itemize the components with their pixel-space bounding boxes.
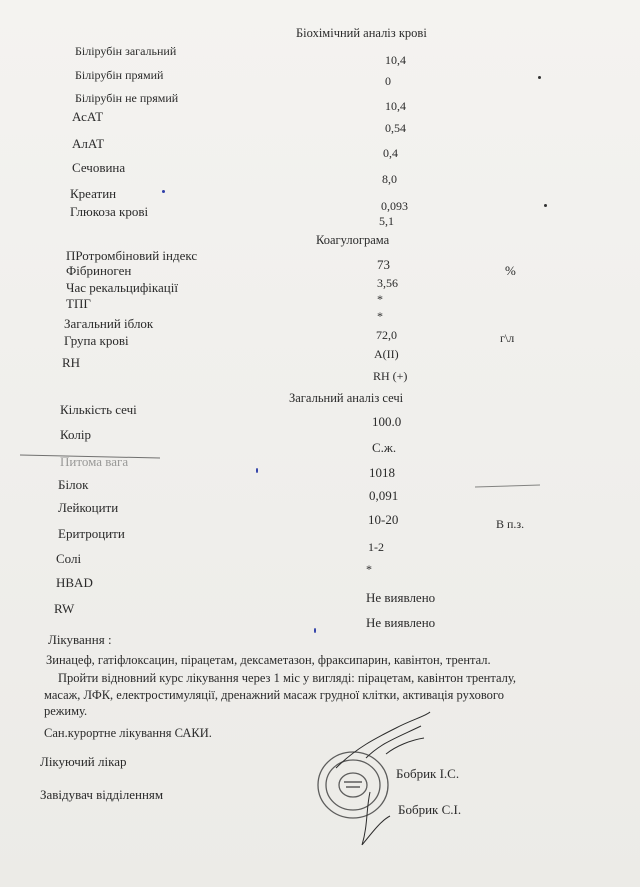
coag-row-value: RH (+)	[373, 369, 408, 383]
treatment-course-line1: Пройти відновний курс лікування через 1 міс у вигляді: пірацетам, кавінтон тренталу,	[58, 671, 517, 685]
coag-row-name: RH	[62, 355, 81, 370]
urine-row-value: 10-20	[368, 512, 399, 527]
coag-row-name: Група крові	[64, 333, 129, 348]
coag-row-value: 73	[377, 257, 390, 272]
doctor-label: Лікуючий лікар	[40, 754, 127, 769]
pen-dot	[314, 628, 316, 633]
coag-row-name: Фібриноген	[66, 263, 132, 278]
urine-row-name: Колір	[60, 427, 91, 442]
head-label: Завідувач відділенням	[40, 787, 164, 802]
biochem-row-value: 10,4	[385, 99, 406, 113]
pen-dot	[544, 204, 547, 207]
treatment-course-line3: режиму.	[44, 704, 88, 718]
pen-dot	[538, 76, 541, 79]
coag-row-unit: г\л	[500, 331, 515, 345]
biochem-row-name: АсАТ	[72, 109, 104, 124]
urine-row-value: Не виявлено	[366, 615, 436, 630]
urine-row-value: *	[366, 562, 372, 576]
urine-title: Загальний аналіз сечі	[289, 391, 404, 405]
urine-row-name: Білок	[58, 477, 89, 492]
handwritten-signature	[340, 790, 400, 850]
biochem-row-name: Глюкоза крові	[70, 204, 149, 219]
treatment-sanatorium: Сан.курортне лікування САКИ.	[44, 726, 212, 740]
doctor-name: Бобрик І.С.	[396, 766, 460, 781]
coag-row-value: 3,56	[377, 276, 398, 290]
urine-row-value: С.ж.	[372, 440, 397, 455]
urine-row-unit: В п.з.	[496, 517, 525, 531]
biochem-row-name: Креатин	[70, 186, 117, 201]
treatment-label: Лікування :	[48, 632, 112, 647]
biochem-row-value: 0,093	[381, 199, 408, 213]
pen-dot	[162, 190, 165, 193]
coag-row-value: *	[377, 292, 383, 306]
urine-row-name: Кількість сечі	[60, 402, 137, 417]
biochem-title: Біохімічний аналіз крові	[296, 26, 427, 40]
urine-row-value: 1-2	[368, 540, 384, 554]
handwritten-signature	[326, 708, 436, 778]
biochem-row-value: 5,1	[379, 214, 394, 228]
treatment-course-line2: масаж, ЛФК, електростимуляції, дренажний масаж грудної клітки, активація рухового	[44, 688, 504, 702]
stray-pen-line	[20, 445, 640, 495]
biochem-row-value: 8,0	[382, 172, 397, 186]
urine-row-value: 0,091	[369, 488, 399, 503]
biochem-row-value: 0	[385, 74, 391, 88]
urine-row-name: Еритроцити	[58, 526, 125, 541]
coag-title: Коагулограма	[316, 233, 390, 247]
coag-row-value: 72,0	[376, 328, 397, 342]
coag-row-name: Загальний іблок	[64, 316, 154, 331]
urine-row-value: 1018	[369, 465, 395, 480]
pen-dot	[256, 468, 258, 473]
biochem-row-name: Білірубін загальний	[75, 44, 177, 58]
biochem-row-name: АлАТ	[72, 136, 105, 151]
biochem-row-name: Білірубін не прямий	[75, 91, 179, 105]
coag-row-name: ТПГ	[66, 296, 91, 311]
urine-row-name: RW	[54, 601, 75, 616]
urine-row-value: 100.0	[372, 414, 402, 429]
urine-row-value: Не виявлено	[366, 590, 436, 605]
coag-row-value: A(II)	[374, 347, 399, 361]
biochem-row-value: 0,54	[385, 121, 406, 135]
biochem-row-value: 0,4	[383, 146, 398, 160]
coag-row-name: ПРотромбіновий індекс	[66, 248, 198, 263]
urine-row-name: Питома вага	[60, 454, 129, 469]
treatment-drugs: Зинацеф, гатіфлоксацин, пірацетам, дексаметазон, фраксипарин, кавінтон, трентал.	[46, 653, 491, 667]
urine-row-name: Лейкоцити	[58, 500, 119, 515]
coag-row-name: Час рекальцифікації	[66, 280, 178, 295]
head-name: Бобрик С.І.	[398, 802, 462, 817]
coag-row-unit: %	[505, 263, 516, 278]
coag-row-value: *	[377, 309, 383, 323]
biochem-row-name: Сечовина	[72, 160, 126, 175]
urine-row-name: Солі	[56, 551, 82, 566]
biochem-row-name: Білірубін прямий	[75, 68, 164, 82]
biochem-row-value: 10,4	[385, 53, 406, 67]
urine-row-name: HBAD	[56, 575, 93, 590]
